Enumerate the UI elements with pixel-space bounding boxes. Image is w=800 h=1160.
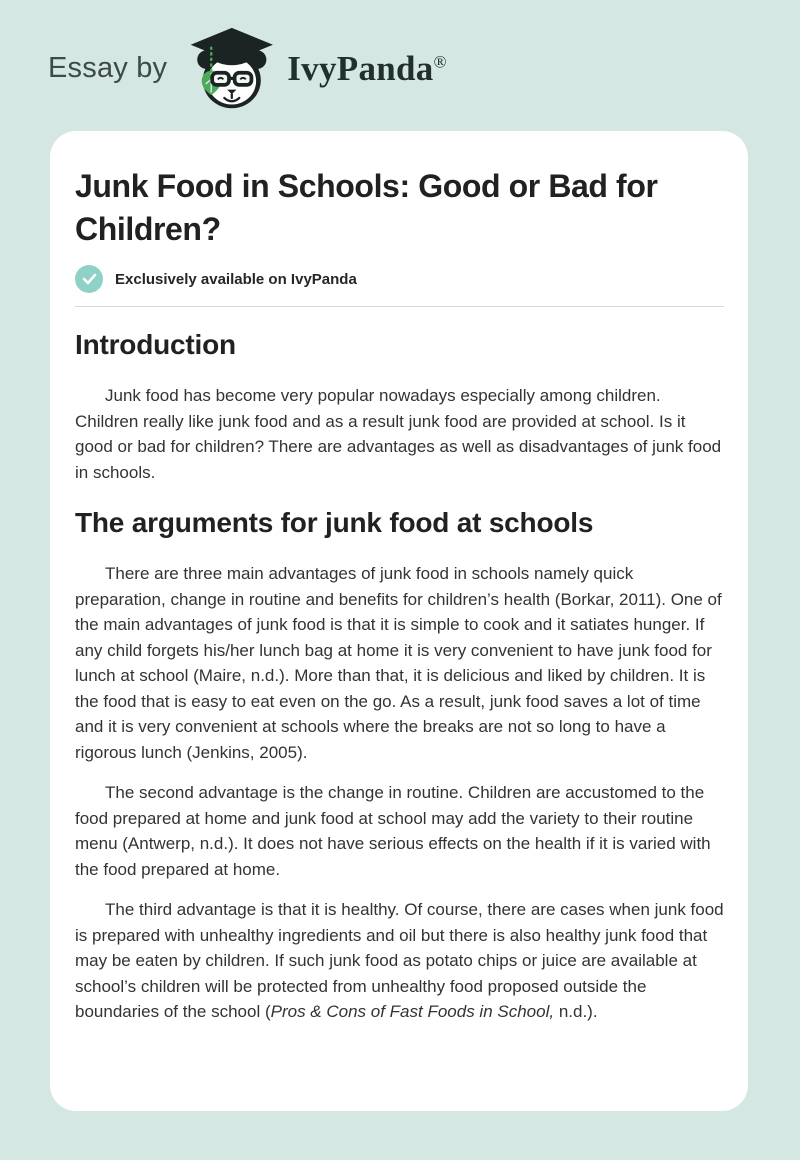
arguments-paragraph-2: The second advantage is the change in routine. Children are accustomed to the food prepared at home and junk food at school may add the variety to their routine menu (Antwerp, n.d.). It does not have serious effects on the health if it is varied with the food prepared at home. (75, 783, 711, 879)
panda-logo-icon (181, 26, 277, 112)
exclusive-badge (75, 265, 724, 293)
check-icon (75, 265, 103, 293)
registered-trademark: ® (433, 51, 447, 71)
essay-card (50, 131, 748, 1111)
essay-by-label: Essay by (48, 52, 168, 84)
paragraph-3-text-end: n.d.). (554, 1002, 598, 1021)
arguments-heading: The arguments for junk food at schools (75, 507, 594, 538)
panda-graduate-logo[interactable] (181, 26, 277, 112)
paragraph-3-text: The third advantage is that it is healthy. Of course, there are cases when junk food is prepared with unhealthy ingredients and oil but there is also healthy junk food that may be eaten by children. If such junk food as potato chips or juice are available at school’s children will be protected from unhealthy food proposed outside the boundaries of the school ( (75, 900, 724, 1021)
divider (75, 306, 724, 307)
arguments-paragraph-3 (75, 897, 724, 1025)
intro-heading: Introduction (75, 329, 236, 360)
paragraph-3-citation-title: Pros & Cons of Fast Foods in School, (270, 1002, 555, 1021)
page-title: Junk Food in Schools: Good or Bad for Children? (75, 168, 658, 247)
site-header (0, 0, 800, 131)
intro-paragraph: Junk food has become very popular nowadays especially among children. Children really like junk food and as a result junk food are provided at school. Is it good or bad for children? There are advantages as well as disadvantages of junk food in schools. (75, 386, 722, 482)
brand-wordmark[interactable] (287, 49, 447, 89)
badge-label: Exclusively available on IvyPanda (115, 270, 357, 288)
brand-name: IvyPanda (287, 48, 434, 88)
arguments-paragraph-1: There are three main advantages of junk food in schools namely quick preparation, change in routine and benefits for children’s health (Borkar, 2011). One of the main advantages of junk food is that it is simple to cook and it satiates hunger. If any child forgets his/her lunch bag at home it is very convenient to have junk food for lunch at school (Maire, n.d.). More than that, it is delicious and liked by children. It is the food that is easy to eat even on the go. As a result, junk food saves a lot of time and it is very convenient at schools where the breaks are not so long to have a rigorous lunch (Jenkins, 2005). (75, 564, 722, 762)
